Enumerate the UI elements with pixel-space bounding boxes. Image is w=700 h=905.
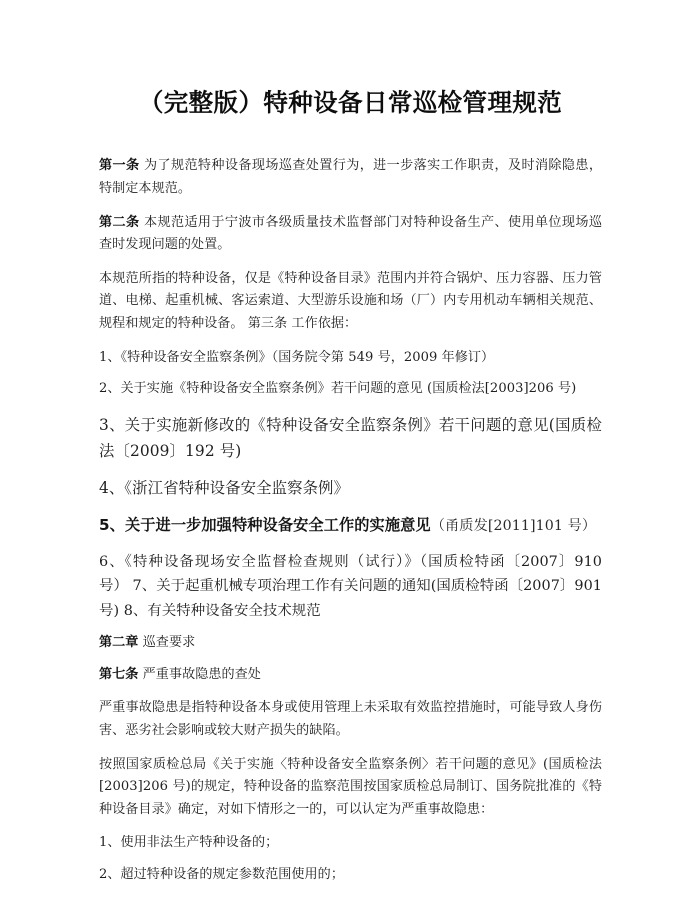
chapter-2-lead: 第二章: [99, 635, 139, 651]
article-2-lead: 第二条: [99, 214, 140, 230]
paragraph-article-2: [99, 212, 602, 257]
basis-item-5-main: 5、关于进一步加强特种设备安全工作的实施意见: [99, 515, 431, 534]
article-1-lead: 第一条: [99, 158, 140, 174]
basis-item-1: 1、《特种设备安全监察条例》（国务院令第 549 号，2009 年修订）: [99, 349, 495, 365]
article-1-body: 为了规范特种设备现场巡查处置行为，进一步落实工作职责，及时消除隐患，特制定本规范。: [99, 158, 603, 196]
basis-item-5: [99, 512, 602, 539]
paragraph-article-7: [99, 664, 602, 687]
article-7-body: 严重事故隐患的查处: [142, 666, 261, 682]
basis-item-2: 2、关于实施《特种设备安全监察条例》若干问题的意见 (国质检法[2003]206 号): [99, 381, 577, 397]
basis-item-5-tail: （甬质发[2011]101 号）: [430, 517, 597, 534]
article-7-lead: 第七条: [99, 666, 139, 682]
article-2-body: 本规范适用于宁波市各级质量技术监督部门对特种设备生产、使用单位现场巡查时发现问题的处置。: [99, 214, 603, 253]
basis-item-4: 4、《浙江省特种设备安全监察条例》: [99, 478, 350, 497]
hazard-item-1: 1、使用非法生产特种设备的；: [99, 835, 279, 851]
paragraph-hazard-definition: 严重事故隐患是指特种设备本身或使用管理上未采取有效监控措施时，可能导致人身伤害、恶劣社会影响或较大财产损失的缺陷。: [99, 700, 602, 739]
document-body: [99, 0, 602, 887]
paragraph-article-1: [99, 155, 602, 200]
chapter-2-body: 巡查要求: [142, 635, 196, 651]
paragraph-chapter-2: [99, 632, 602, 655]
hazard-item-2: 2、超过特种设备的规定参数范围使用的；: [99, 866, 344, 882]
basis-item-3: 3、关于实施新修改的《特种设备安全监察条例》若干问题的意见(国质检法〔2009〕192 号): [99, 415, 602, 460]
page-title: （完整版）特种设备日常巡检管理规范: [138, 88, 563, 117]
paragraph-hazard-scope: 按照国家质检总局《关于实施〈特种设备安全监察条例〉若干问题的意见》(国质检法[2003]206 号)的规定，特种设备的监察范围按国家质检总局制订、国务院批准的《特种设备目录》确定，对如下情形之一的，可以认定为严重事故隐患：: [99, 756, 602, 817]
paragraph-scope: 本规范所指的特种设备，仅是《特种设备目录》范围内并符合锅炉、压力容器、压力管道、电梯、起重机械、客运索道、大型游乐设施和场（厂）内专用机动车辆相关规范、规程和规定的特种设备。 第三条 工作依据：: [99, 270, 602, 331]
basis-items-6-8: 6、《特种设备现场安全监督检查规则（试行）》（国质检特函〔2007〕910 号） 7、关于起重机械专项治理工作有关问题的通知(国质检特函〔2007〕901 号) 8、有关特种设备安全技术规范: [99, 553, 602, 619]
